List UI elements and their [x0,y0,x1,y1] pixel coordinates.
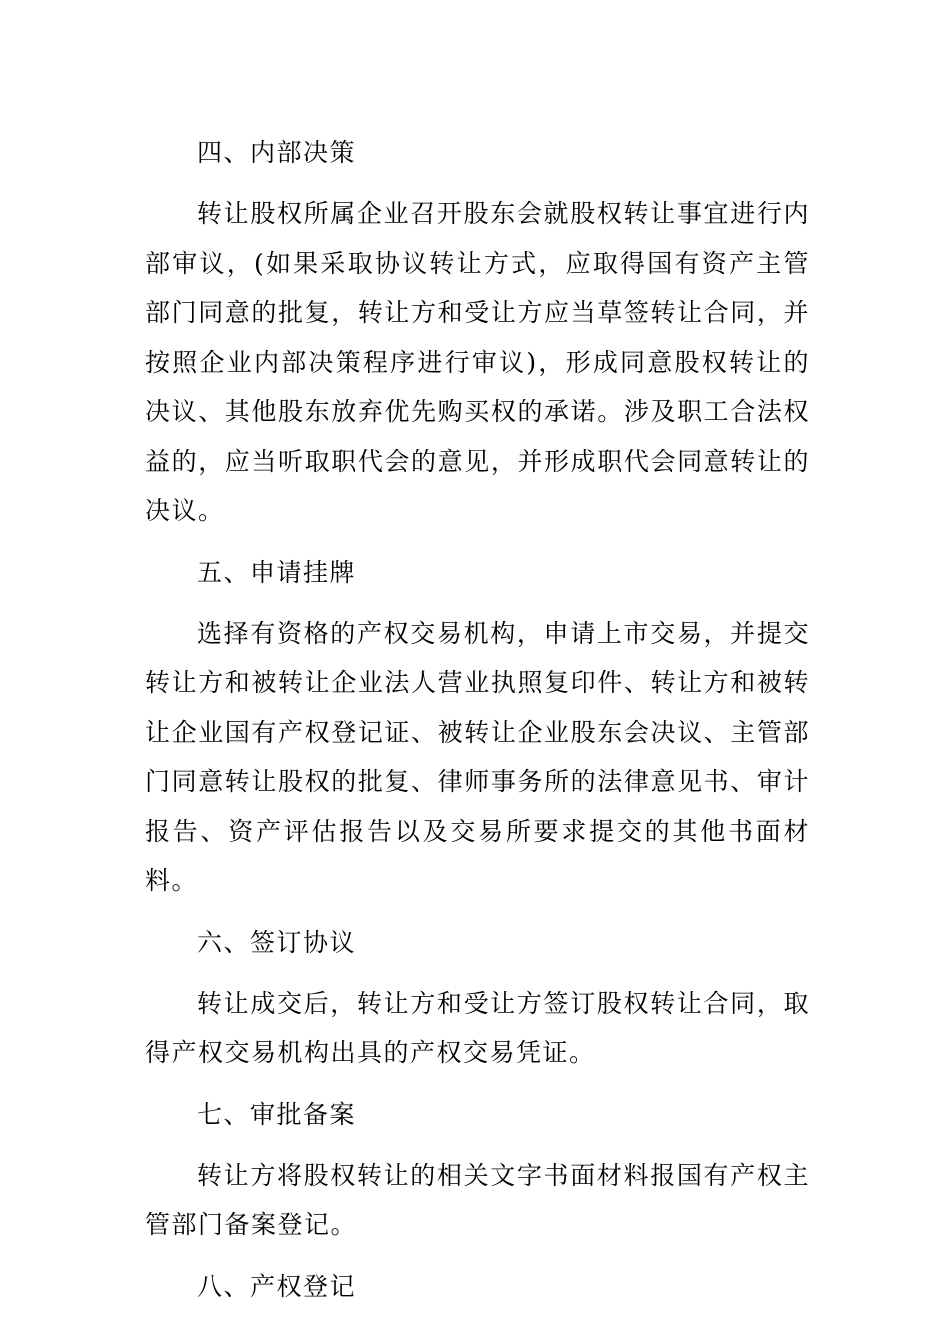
section-heading-sign-agreement: 六、签订协议 [197,927,357,957]
section-heading-internal-decision: 四、内部决策 [197,138,357,167]
section-heading-property-registration: 八、产权登记 [197,1271,357,1301]
section-body-sign-agreement: 转让成交后，转让方和受让方签订股权转让合同，取得产权交易机构出具的产权交易凭证。 [145,988,810,1067]
section-body-internal-decision: 转让股权所属企业召开股东会就股权转让事宜进行内部审议，(如果采取协议转让方式，应取得国有资产主管部门同意的批复，转让方和受让方应当草签转让合同，并按照企业内部决策程序进行审议)，形成同意股权转让的决议、其他股东放弃优先购买权的承诺。涉及职工合法权益的，应当听取职代会的意见，并形成职代会同意转让的决议。 [145,199,810,525]
document-body [145,128,810,1323]
section-heading-approval-filing: 七、审批备案 [197,1099,357,1129]
section-body-apply-listing: 选择有资格的产权交易机构，申请上市交易，并提交转让方和被转让企业法人营业执照复印件、转让方和被转让企业国有产权登记证、被转让企业股东会决议、主管部门同意转让股权的批复、律师事务所的法律意见书、审计报告、资产评估报告以及交易所要求提交的其他书面材料。 [145,618,810,895]
section-heading-apply-listing: 五、申请挂牌 [197,557,357,587]
section-body-approval-filing: 转让方将股权转让的相关文字书面材料报国有产权主管部门备案登记。 [145,1160,810,1239]
